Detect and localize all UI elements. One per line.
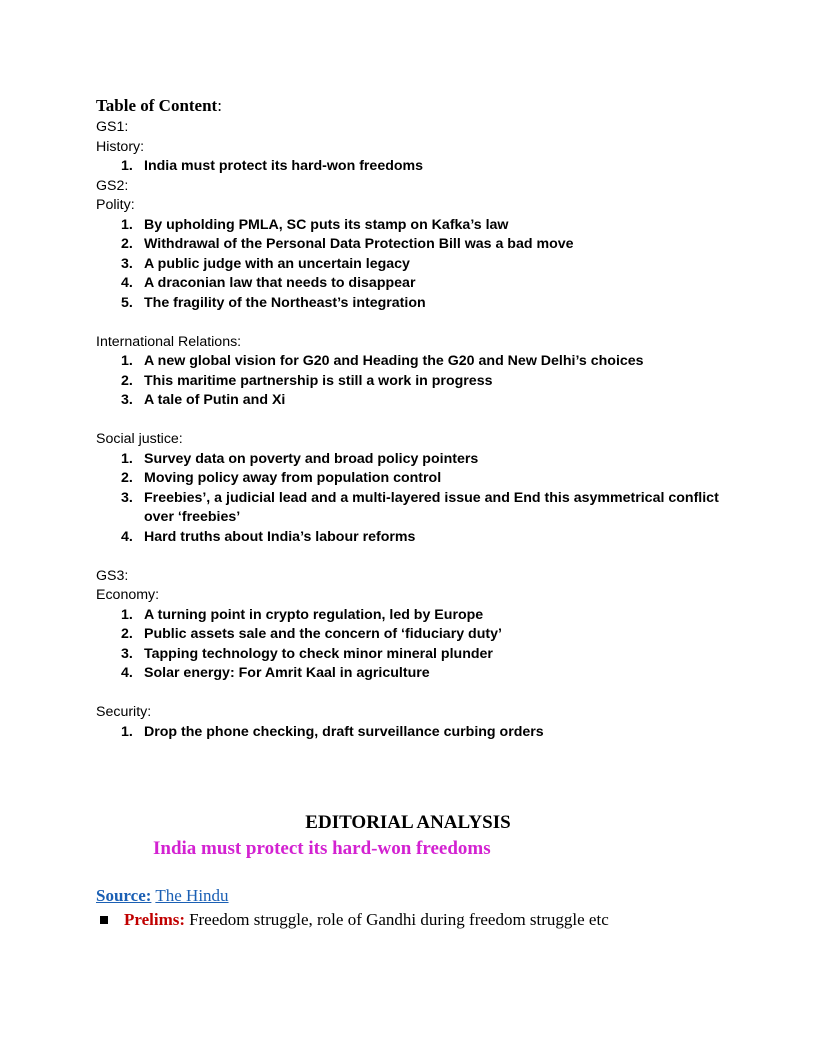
toc-item-text: Tapping technology to check minor mineral plunder [144, 645, 493, 662]
toc-item-number: 3. [121, 392, 133, 408]
toc-item-number: 1. [121, 606, 133, 623]
toc-section-label: GS1: [96, 119, 129, 135]
toc-list-item [96, 352, 736, 372]
toc-item-number: 2. [121, 372, 133, 389]
toc-item-number: 2. [121, 626, 133, 642]
toc-item-text: Hard truths about India’s labour reforms [144, 528, 416, 545]
square-bullet-icon [100, 916, 108, 924]
toc-item-text: Solar energy: For Amrit Kaal in agriculture [144, 665, 430, 681]
toc-item-number: 1. [121, 723, 133, 740]
toc-list-item [96, 391, 736, 411]
toc-item-text: Moving policy away from population control [144, 470, 442, 486]
toc-item-number: 2. [121, 236, 133, 252]
toc-item-text: Public assets sale and the concern of ‘fiduciary duty’ [144, 626, 502, 642]
toc-list-item [96, 489, 736, 528]
toc-item-text: The fragility of the Northeast’s integration [144, 294, 426, 311]
toc-item-number: 1. [121, 353, 133, 369]
toc-list-item [96, 255, 736, 275]
table-of-contents [96, 118, 736, 742]
prelims-bullet [100, 910, 609, 930]
toc-item-text: A public judge with an uncertain legacy [144, 255, 410, 272]
toc-list-item [96, 606, 736, 626]
toc-list-item [96, 157, 736, 177]
toc-section-label: Economy: [96, 587, 160, 603]
toc-spacer [96, 684, 736, 704]
toc-item-text: A draconian law that needs to disappear [144, 275, 416, 291]
toc-list-item [96, 235, 736, 255]
toc-item-text: Drop the phone checking, draft surveillance curbing orders [144, 723, 544, 740]
toc-section-label: Security: [96, 704, 152, 720]
toc-spacer [96, 313, 736, 333]
toc-item-number: 1. [121, 216, 133, 233]
toc-list-item [96, 645, 736, 665]
toc-title-text: Table of Content [96, 96, 218, 115]
toc-list-item [96, 723, 736, 743]
toc-list-item [96, 528, 736, 548]
toc-item-number: 3. [121, 645, 133, 662]
toc-spacer [96, 411, 736, 431]
source-label: Source: [96, 886, 152, 905]
toc-list-item [96, 625, 736, 645]
toc-section-label: Polity: [96, 197, 135, 213]
toc-item-text: A new global vision for G20 and Heading the G20 and New Delhi’s choices [144, 353, 644, 369]
toc-section-label: GS3: [96, 567, 129, 584]
toc-item-number: 1. [121, 158, 133, 174]
toc-title-colon: : [217, 96, 222, 115]
toc-item-text: Withdrawal of the Personal Data Protection Bill was a bad move [144, 236, 574, 252]
toc-item-text: Freebies’, a judicial lead and a multi-layered issue and End this asymmetrical conflict over ‘freebies’ [144, 489, 719, 525]
prelims-label: Prelims: [124, 910, 186, 929]
toc-item-text: Survey data on poverty and broad policy pointers [144, 450, 479, 467]
toc-item-text: A turning point in crypto regulation, led by Europe [144, 606, 484, 623]
source-line [96, 886, 229, 906]
toc-list-item [96, 274, 736, 294]
toc-item-number: 2. [121, 470, 133, 486]
toc-item-text: This maritime partnership is still a work in progress [144, 372, 493, 389]
editorial-subheading: India must protect its hard-won freedoms [153, 838, 491, 859]
editorial-heading: EDITORIAL ANALYSIS [305, 812, 511, 833]
toc-list-item [96, 469, 736, 489]
toc-item-text: A tale of Putin and Xi [144, 392, 286, 408]
toc-list-item [96, 294, 736, 314]
toc-list-item [96, 216, 736, 236]
toc-item-number: 4. [121, 528, 133, 545]
toc-section-label: GS2: [96, 177, 129, 194]
toc-item-number: 4. [121, 665, 133, 681]
toc-list-item [96, 450, 736, 470]
toc-list-item [96, 664, 736, 684]
toc-item-text: By upholding PMLA, SC puts its stamp on Kafka’s law [144, 216, 509, 233]
toc-section-label: History: [96, 138, 145, 155]
source-link[interactable]: The Hindu [155, 886, 229, 905]
toc-item-number: 3. [121, 489, 133, 506]
toc-item-number: 4. [121, 275, 133, 291]
toc-item-text: India must protect its hard-won freedoms [144, 158, 424, 174]
prelims-text: Freedom struggle, role of Gandhi during freedom struggle etc [189, 910, 609, 929]
toc-item-number: 1. [121, 450, 133, 467]
toc-section-label: Social justice: [96, 431, 183, 447]
toc-list-item [96, 372, 736, 392]
toc-spacer [96, 547, 736, 567]
toc-title [96, 96, 222, 116]
toc-item-number: 3. [121, 255, 133, 272]
toc-section-label: International Relations: [96, 333, 242, 350]
toc-item-number: 5. [121, 294, 133, 311]
